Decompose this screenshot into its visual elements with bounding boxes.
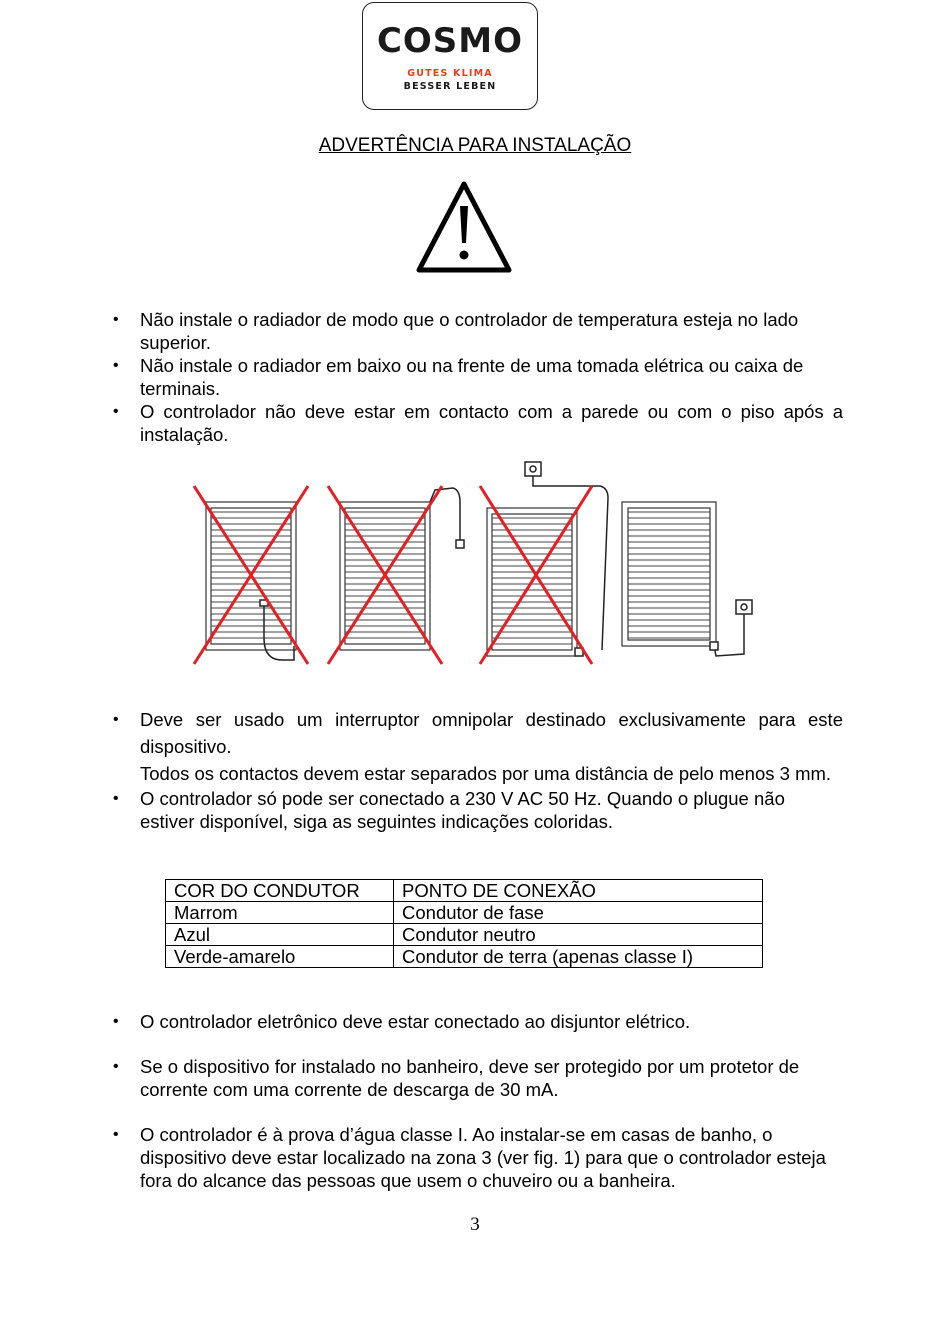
- table-row: [166, 902, 763, 924]
- list-item: • O controlador eletrônico deve estar conectado ao disjuntor elétrico.: [113, 1010, 843, 1033]
- table-row: [166, 924, 763, 946]
- logo-tagline-2: BESSER LEBEN: [403, 81, 497, 92]
- warning-triangle-icon: [416, 180, 512, 274]
- list-item-continuation: Todos os contactos devem estar separados por uma distância de pelo menos 3 mm.: [140, 763, 832, 784]
- installation-warnings-list: [113, 308, 843, 446]
- logo-wordmark: COSMO: [376, 21, 524, 61]
- table-cell: Condutor neutro: [394, 924, 763, 946]
- table-cell: Verde-amarelo: [166, 946, 394, 968]
- radiator-installation-figure: [190, 458, 760, 670]
- table-cell: Condutor de fase: [394, 902, 763, 924]
- table-row: [166, 946, 763, 968]
- logo-tagline-1: GUTES KLIMA: [407, 68, 493, 79]
- table-cell: Marrom: [166, 902, 394, 924]
- cosmo-logo: [362, 2, 538, 110]
- list-item: • Não instale o radiador em baixo ou na frente de uma tomada elétrica ou caixa de terminais.: [113, 354, 843, 400]
- table-header-cell: COR DO CONDUTOR: [166, 880, 394, 902]
- list-item: • O controlador não deve estar em contacto com a parede ou com o piso após a instalação.: [113, 400, 843, 446]
- table-cell: Condutor de terra (apenas classe I): [394, 946, 763, 968]
- page-title: ADVERTÊNCIA PARA INSTALAÇÃO: [318, 135, 632, 156]
- table-header-cell: PONTO DE CONEXÃO: [394, 880, 763, 902]
- list-item: • Não instale o radiador de modo que o controlador de temperatura esteja no lado superior.: [113, 308, 843, 354]
- list-item: • Deve ser usado um interruptor omnipolar destinado exclusivamente para este dispositivo.: [113, 706, 843, 760]
- safety-notes-list: [113, 1010, 843, 1214]
- table-header-row: [166, 880, 763, 902]
- list-item: • Se o dispositivo for instalado no banheiro, deve ser protegido por um protetor de corrente com uma corrente de descarga de 30 mA.: [113, 1055, 843, 1101]
- electrical-requirements-list: [113, 706, 843, 833]
- page-number: 3: [470, 1214, 480, 1235]
- table-cell: Azul: [166, 924, 394, 946]
- list-item: • O controlador só pode ser conectado a 230 V AC 50 Hz. Quando o plugue não estiver disponível, siga as seguintes indicações coloridas.: [113, 787, 843, 833]
- list-item: • O controlador é à prova d’água classe I. Ao instalar-se em casas de banho, o dispositivo deve estar localizado na zona 3 (ver fig. 1) para que o controlador esteja fora do alcance das pessoas que usem o chuveiro ou a banheira.: [113, 1123, 843, 1192]
- conductor-color-table: [165, 879, 763, 968]
